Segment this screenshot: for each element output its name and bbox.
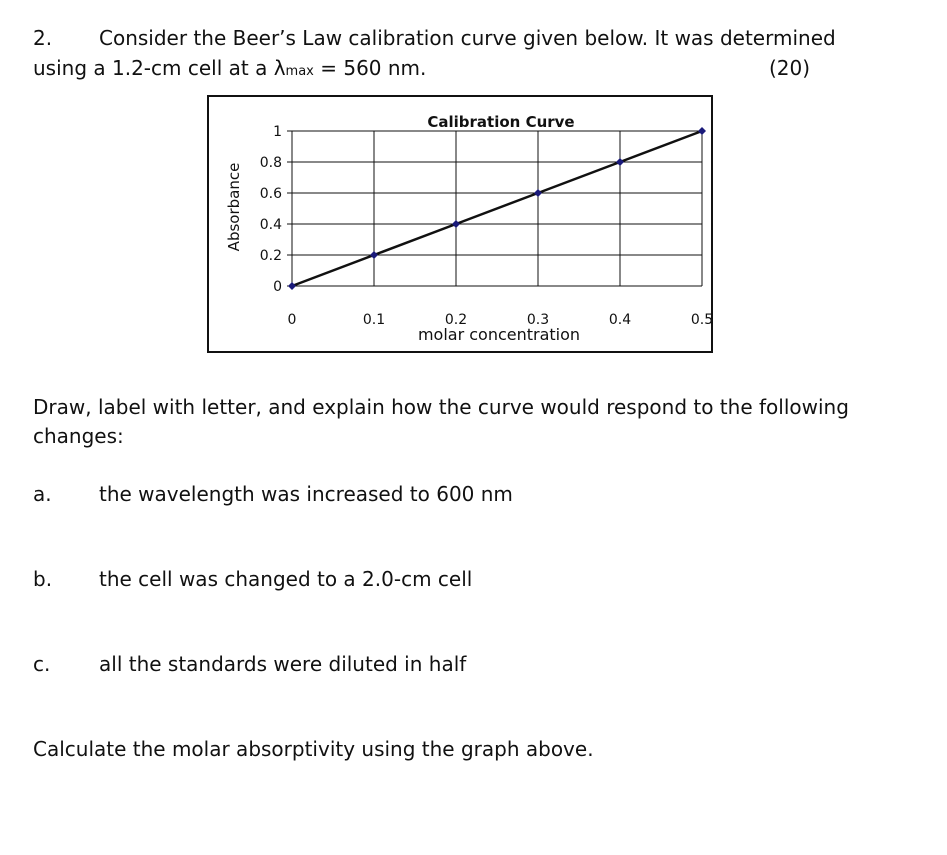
question-line-1: Consider the Beer’s Law calibration curve given below. It was determined <box>99 26 836 50</box>
question-line-2-suffix: = 560 nm. <box>313 56 427 80</box>
part-a-text: the wavelength was increased to 600 nm <box>99 482 513 506</box>
data-point <box>452 220 460 228</box>
part-b-text: the cell was changed to a 2.0-cm cell <box>99 567 473 591</box>
y-tick-label: 0.4 <box>259 217 282 233</box>
x-axis-label: molar concentration <box>417 325 581 344</box>
data-point <box>370 251 378 259</box>
part-a-letter: a. <box>33 482 52 506</box>
x-tick-label: 0.1 <box>362 312 386 328</box>
series-line <box>292 131 702 286</box>
y-tick-label: 1 <box>273 124 282 140</box>
data-point <box>616 158 624 166</box>
part-c-text: all the standards were diluted in half <box>99 652 467 676</box>
x-tick-label: 0 <box>287 312 297 328</box>
y-tick-label: 0.2 <box>259 248 282 264</box>
part-c-letter: c. <box>33 652 51 676</box>
instructions-line-1: Draw, label with letter, and explain how the curve would respond to the following <box>33 395 849 419</box>
y-tick-label: 0 <box>273 279 282 295</box>
data-point <box>534 189 542 197</box>
y-tick-label: 0.6 <box>259 186 282 202</box>
x-tick-label: 0.2 <box>444 312 468 328</box>
x-tick-label: 0.3 <box>526 312 550 328</box>
final-question: Calculate the molar absorptivity using the graph above. <box>33 737 594 761</box>
question-line-2-prefix: using a 1.2-cm cell at a <box>33 56 274 80</box>
calibration-chart <box>207 95 713 353</box>
part-b-letter: b. <box>33 567 53 591</box>
lambda-symbol: λ <box>273 56 286 80</box>
chart-title: Calibration Curve <box>427 113 575 131</box>
lambda-subscript: max <box>285 64 314 79</box>
x-tick-label: 0.4 <box>608 312 632 328</box>
x-tick-label: 0.5 <box>690 312 711 328</box>
question-number: 2. <box>33 26 53 50</box>
instructions-line-2: changes: <box>33 424 124 448</box>
question-points: (20) <box>769 56 811 80</box>
y-axis-label: Absorbance <box>225 162 243 252</box>
data-point <box>698 127 706 135</box>
chart-svg <box>209 97 711 351</box>
data-point <box>288 282 296 290</box>
question-line-2 <box>33 56 426 80</box>
y-tick-label: 0.8 <box>259 155 282 171</box>
